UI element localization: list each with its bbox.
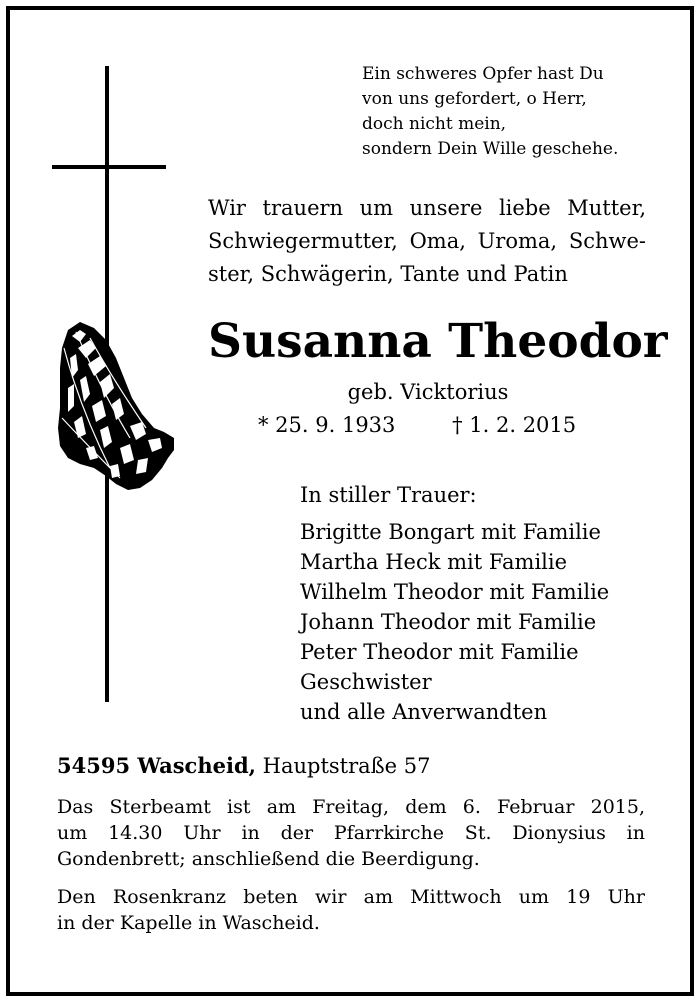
rosary-line: Den Rosenkranz beten wir am Mittwoch um 19 Uhr	[57, 886, 645, 908]
family-address	[57, 753, 431, 778]
birth-name: geb. Vicktorius	[347, 380, 509, 404]
birth-date: * 25. 9. 1933	[258, 413, 396, 437]
mourner-entry: Johann Theodor mit Familie	[300, 610, 597, 634]
service-line: Das Sterbeamt ist am Freitag, dem 6. Februar 2015,	[57, 796, 645, 818]
praying-hands-icon	[50, 318, 180, 498]
mourners-heading: In stiller Trauer:	[300, 483, 477, 507]
mourner-entry: und alle Anverwandten	[300, 700, 548, 724]
mourner-entry: Geschwister	[300, 670, 432, 694]
deceased-name: Susanna Theodor	[208, 314, 668, 369]
service-line: Gondenbrett; anschließend die Beerdigung.	[57, 848, 480, 870]
intro-line: Wir trauern um unsere liebe Mutter,	[208, 196, 646, 220]
mourners-list	[300, 480, 609, 727]
service-line: um 14.30 Uhr in der Pfarrkirche St. Dionysius in	[57, 822, 645, 844]
mourner-entry: Brigitte Bongart mit Familie	[300, 520, 601, 544]
death-date: † 1. 2. 2015	[452, 413, 577, 437]
mourning-intro	[208, 192, 646, 291]
verse-line: sondern Dein Wille geschehe.	[362, 139, 619, 159]
cross-horizontal-beam	[52, 165, 166, 169]
intro-line: Schwiegermutter, Oma, Uroma, Schwe-	[208, 229, 646, 253]
funeral-service-notice	[57, 794, 645, 872]
intro-line: ster, Schwägerin, Tante und Patin	[208, 262, 568, 286]
verse-line: doch nicht mein,	[362, 114, 507, 134]
verse-line: Ein schweres Opfer hast Du	[362, 64, 604, 84]
rosary-line: in der Kapelle in Wascheid.	[57, 912, 320, 934]
address-place: 54595 Wascheid,	[57, 753, 256, 778]
mourner-entry: Martha Heck mit Familie	[300, 550, 568, 574]
verse-line: von uns gefordert, o Herr,	[362, 89, 587, 109]
mourner-entry: Peter Theodor mit Familie	[300, 640, 579, 664]
rosary-notice	[57, 884, 645, 936]
bible-verse	[362, 62, 662, 162]
mourner-entry: Wilhelm Theodor mit Familie	[300, 580, 610, 604]
address-street: Hauptstraße 57	[262, 754, 431, 778]
life-dates	[258, 413, 576, 437]
